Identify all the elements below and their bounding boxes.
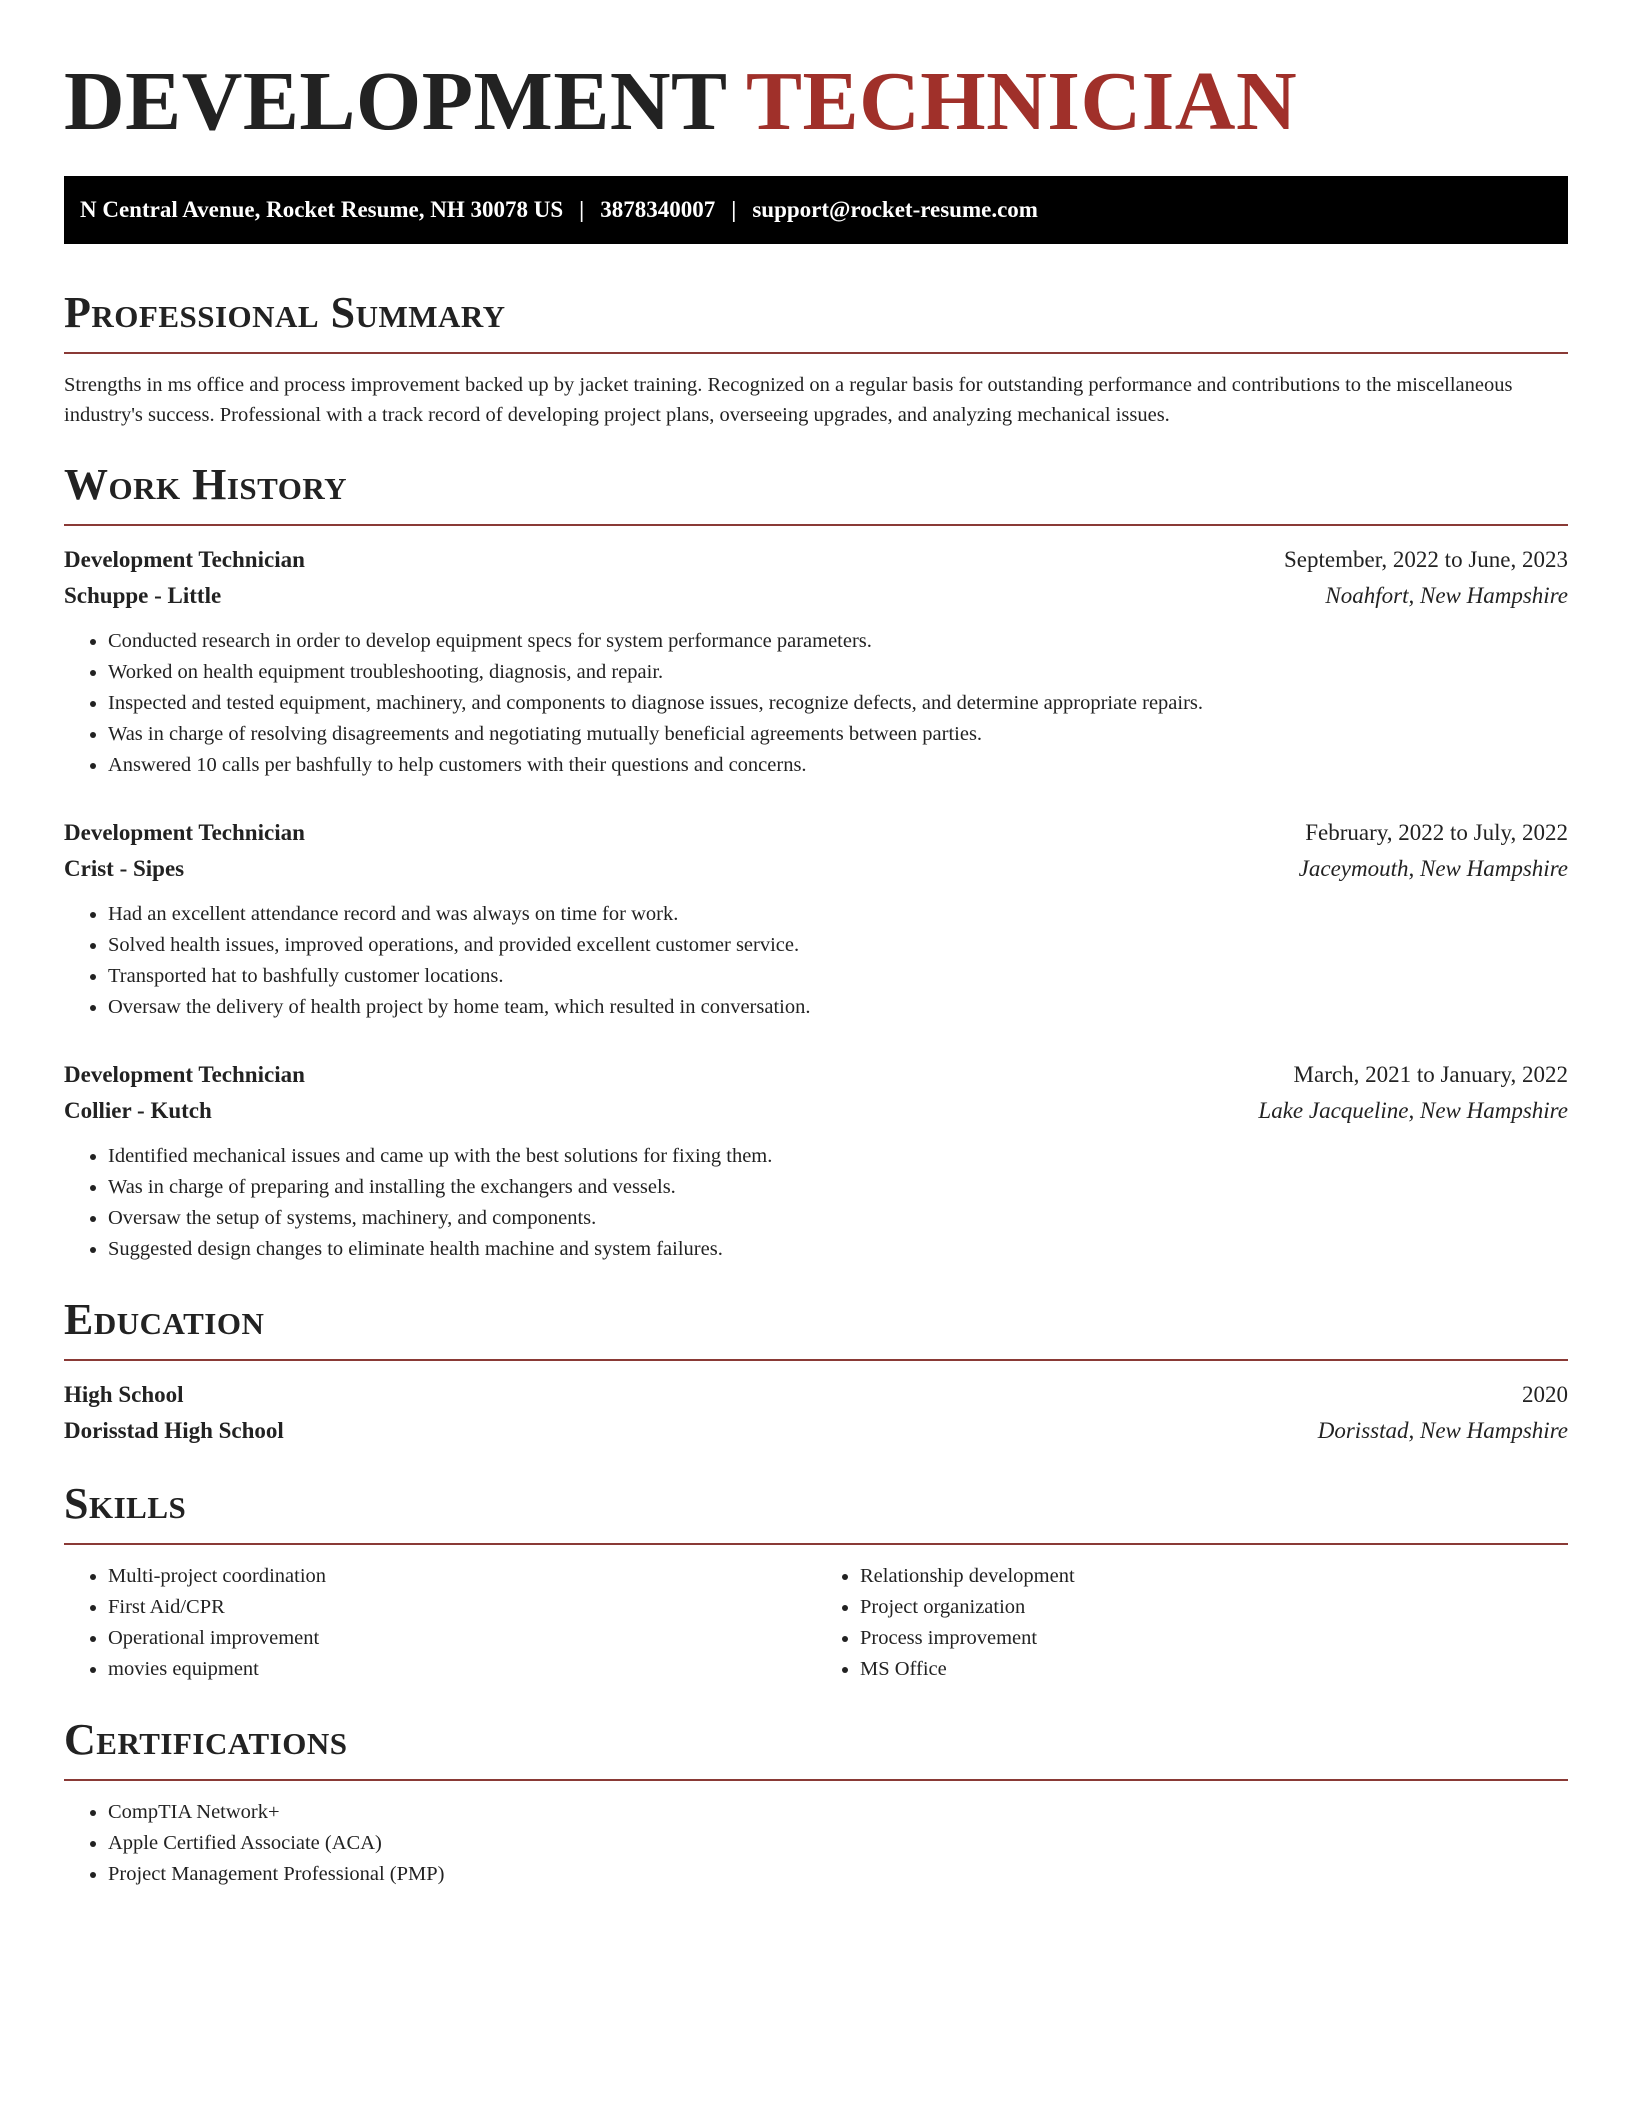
job-position: Development Technician	[64, 1062, 305, 1087]
job-bullets	[64, 1141, 1568, 1265]
skills-heading: Skills	[64, 1479, 187, 1528]
job-company: Schuppe - Little	[64, 583, 222, 608]
certification-item: • Apple Certified Associate (ACA)	[108, 1828, 1568, 1859]
job-entry	[64, 815, 1568, 1023]
skills-grid	[64, 1561, 1568, 1685]
skill-item: • movies equipment	[108, 1654, 816, 1685]
job-dates: March, 2021 to January, 2022	[1293, 1062, 1568, 1087]
skills-column-left	[64, 1561, 816, 1685]
job-location: Lake Jacqueline, New Hampshire	[1258, 1098, 1568, 1123]
education-location: Dorisstad, New Hampshire	[1317, 1418, 1568, 1443]
job-location: Noahfort, New Hampshire	[1325, 583, 1568, 608]
job-location: Jaceymouth, New Hampshire	[1298, 856, 1568, 881]
job-dates: February, 2022 to July, 2022	[1305, 820, 1568, 845]
skill-item: • Multi-project coordination	[108, 1561, 816, 1592]
section-divider	[64, 352, 1568, 354]
job-company: Crist - Sipes	[64, 856, 185, 881]
summary-text: Strengths in ms office and process improvement backed up by jacket training. Recognized on a regular basis for outstanding performance and contributions to the miscellaneous industry's success. Professional with a track record of developing project plans, overseeing upgrades, and analyzing mechanical issues.	[64, 374, 1513, 426]
section-divider	[64, 1543, 1568, 1545]
education-school: Dorisstad High School	[64, 1418, 284, 1443]
job-dates: September, 2022 to June, 2023	[1284, 547, 1568, 572]
section-divider	[64, 524, 1568, 526]
contact-phone: 3878340007	[600, 197, 716, 222]
list-item: • Identified mechanical issues and came up with the best solutions for fixing them.	[108, 1141, 1568, 1172]
contact-separator: |	[579, 197, 585, 222]
certification-item: • CompTIA Network+	[108, 1797, 1568, 1828]
job-entry	[64, 1057, 1568, 1265]
resume-name	[64, 50, 1568, 154]
job-entry	[64, 542, 1568, 781]
job-company-row	[64, 578, 1568, 614]
list-item: • Oversaw the delivery of health project by home team, which resulted in conversation.	[108, 992, 1568, 1023]
education-school-row	[64, 1413, 1568, 1449]
list-item: • Worked on health equipment troubleshooting, diagnosis, and repair.	[108, 657, 1568, 688]
skill-item: • First Aid/CPR	[108, 1592, 816, 1623]
skill-item: • Relationship development	[860, 1561, 1568, 1592]
list-item: • Was in charge of resolving disagreements and negotiating mutually beneficial agreements between parties.	[108, 719, 1568, 750]
job-position: Development Technician	[64, 820, 305, 845]
job-company-row	[64, 851, 1568, 887]
list-item: • Suggested design changes to eliminate health machine and system failures.	[108, 1234, 1568, 1265]
list-item: • Transported hat to bashfully customer locations.	[108, 961, 1568, 992]
skill-item: • Process improvement	[860, 1623, 1568, 1654]
skill-item: • MS Office	[860, 1654, 1568, 1685]
education-degree: High School	[64, 1382, 184, 1407]
work-history-heading: Work History	[64, 460, 348, 509]
job-header-row	[64, 542, 1568, 578]
contact-separator: |	[731, 197, 737, 222]
education-section	[64, 1295, 1568, 1449]
skill-item: • Project organization	[860, 1592, 1568, 1623]
skill-item: • Operational improvement	[108, 1623, 816, 1654]
list-item: • Conducted research in order to develop equipment specs for system performance parameters.	[108, 626, 1568, 657]
skills-section	[64, 1479, 1568, 1685]
list-item: • Inspected and tested equipment, machinery, and components to diagnose issues, recognize defects, and determine appropriate repairs.	[108, 688, 1568, 719]
education-year: 2020	[1522, 1382, 1568, 1407]
education-degree-row	[64, 1377, 1568, 1413]
contact-email: support@rocket-resume.com	[752, 197, 1038, 222]
job-bullets	[64, 899, 1568, 1023]
list-item: • Was in charge of preparing and installing the exchangers and vessels.	[108, 1172, 1568, 1203]
contact-address: N Central Avenue, Rocket Resume, NH 30078 US	[80, 197, 564, 222]
education-heading: Education	[64, 1295, 265, 1344]
summary-section	[64, 288, 1568, 430]
certification-item: • Project Management Professional (PMP)	[108, 1859, 1568, 1890]
certifications-section	[64, 1715, 1568, 1890]
job-company: Collier - Kutch	[64, 1098, 212, 1123]
summary-heading: Professional Summary	[64, 288, 506, 337]
certifications-heading: Certifications	[64, 1715, 348, 1764]
job-header-row	[64, 1057, 1568, 1093]
job-bullets	[64, 626, 1568, 781]
name-last: TECHNICIAN	[746, 55, 1298, 148]
contact-bar	[64, 176, 1568, 244]
section-divider	[64, 1779, 1568, 1781]
section-divider	[64, 1359, 1568, 1361]
skills-column-right	[816, 1561, 1568, 1685]
job-company-row	[64, 1093, 1568, 1129]
certifications-list	[64, 1797, 1568, 1890]
name-first: DEVELOPMENT	[64, 55, 727, 148]
list-item: • Answered 10 calls per bashfully to help customers with their questions and concerns.	[108, 750, 1568, 781]
list-item: • Oversaw the setup of systems, machinery, and components.	[108, 1203, 1568, 1234]
list-item: • Had an excellent attendance record and was always on time for work.	[108, 899, 1568, 930]
work-history-section	[64, 460, 1568, 1265]
list-item: • Solved health issues, improved operations, and provided excellent customer service.	[108, 930, 1568, 961]
job-position: Development Technician	[64, 547, 305, 572]
job-header-row	[64, 815, 1568, 851]
